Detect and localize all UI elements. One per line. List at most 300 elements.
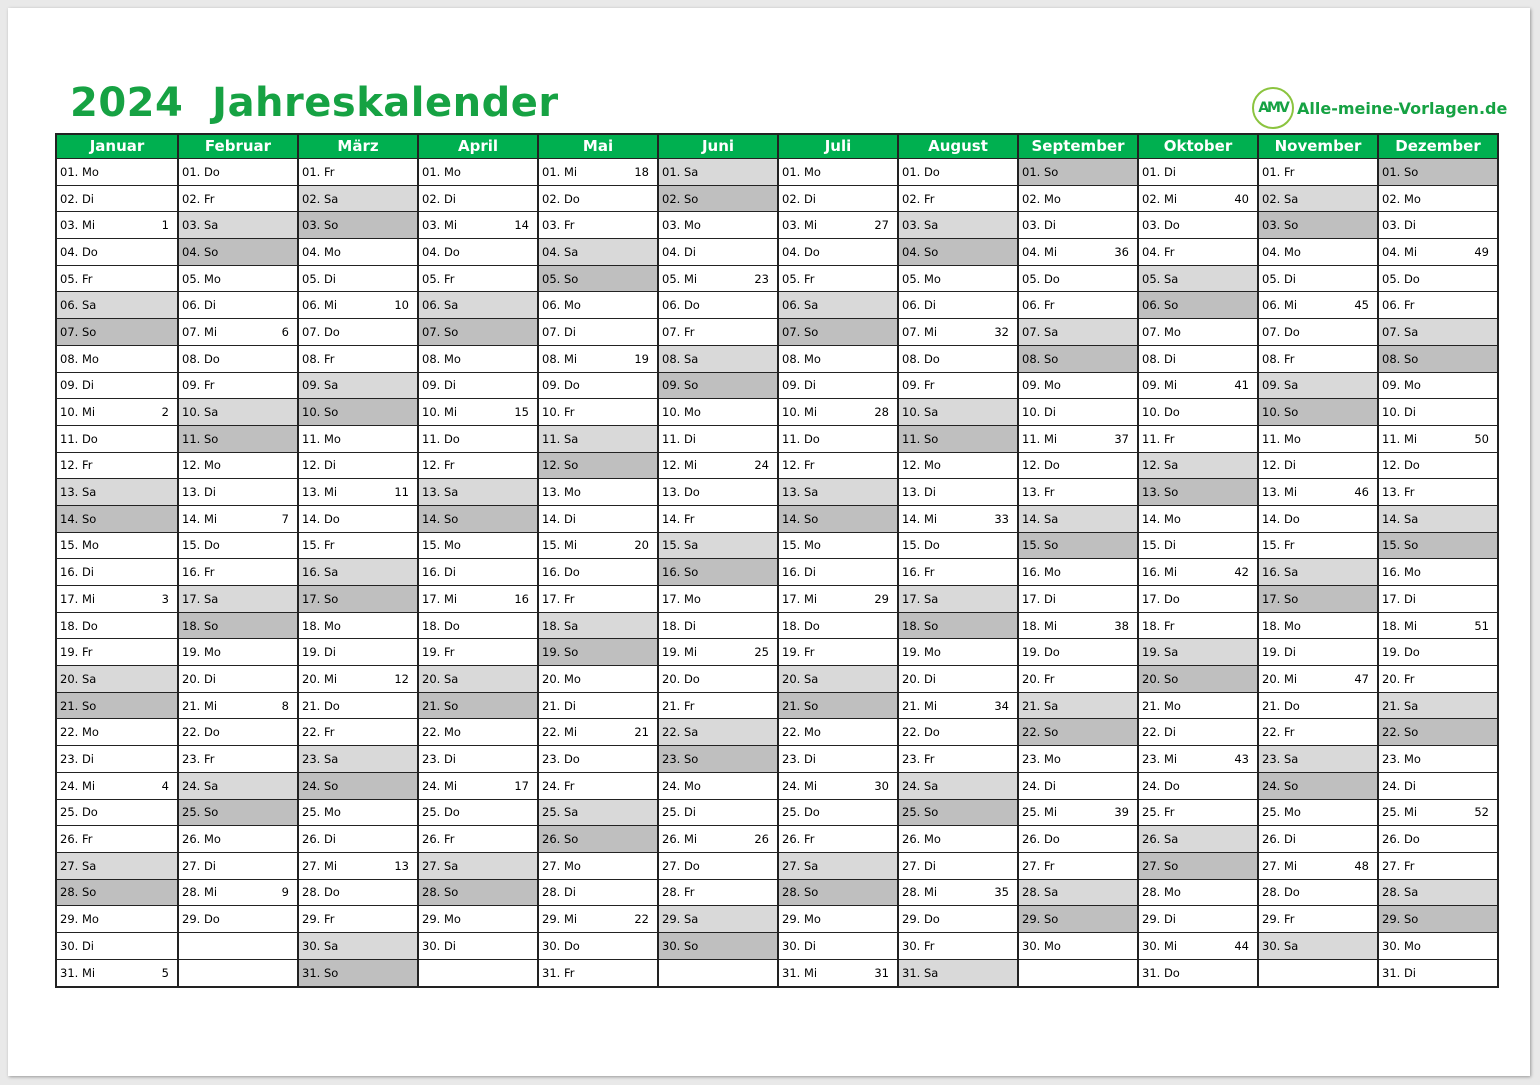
day-cell xyxy=(1379,559,1497,586)
day-label: 24. Mi xyxy=(60,778,96,793)
day-cell xyxy=(539,239,657,266)
week-number: 48 xyxy=(1354,858,1369,873)
day-cell xyxy=(899,719,1017,746)
day-cell xyxy=(1139,666,1257,693)
day-cell xyxy=(1259,960,1377,987)
day-label: 04. Do xyxy=(60,244,98,259)
month-header: November xyxy=(1259,135,1377,159)
day-cell xyxy=(419,559,537,586)
day-cell xyxy=(539,159,657,186)
day-cell xyxy=(179,266,297,293)
day-label: 21. So xyxy=(782,698,819,713)
day-cell xyxy=(419,346,537,373)
day-cell xyxy=(779,212,897,239)
day-label: 22. Do xyxy=(902,725,940,740)
day-label: 08. Mo xyxy=(422,351,461,366)
day-cell xyxy=(659,880,777,907)
day-label: 16. Mi xyxy=(1142,565,1178,580)
day-label: 10. Do xyxy=(1142,405,1180,420)
day-label: 19. Di xyxy=(302,645,336,660)
day-label: 22. So xyxy=(1022,725,1059,740)
day-label: 23. Di xyxy=(60,751,94,766)
day-label: 09. Mo xyxy=(1022,378,1061,393)
day-cell xyxy=(1259,399,1377,426)
day-cell xyxy=(419,212,537,239)
day-cell xyxy=(299,773,417,800)
day-cell xyxy=(899,586,1017,613)
day-label: 24. Do xyxy=(1142,778,1180,793)
day-label: 09. Sa xyxy=(302,378,339,393)
day-cell xyxy=(899,746,1017,773)
day-cell xyxy=(419,613,537,640)
day-label: 21. Do xyxy=(1262,698,1300,713)
week-number: 39 xyxy=(1114,805,1129,820)
week-number: 36 xyxy=(1114,244,1129,259)
day-label: 27. Di xyxy=(182,858,216,873)
day-label: 09. So xyxy=(662,378,699,393)
day-label: 29. Mo xyxy=(60,912,99,927)
day-label: 29. Mo xyxy=(782,912,821,927)
day-label: 21. Sa xyxy=(1022,698,1059,713)
day-label: 19. Sa xyxy=(1142,645,1179,660)
week-number: 1 xyxy=(161,218,169,233)
day-label: 26. Mi xyxy=(662,832,698,847)
day-cell xyxy=(1259,906,1377,933)
day-label: 03. Mi xyxy=(60,218,96,233)
day-label: 14. Mo xyxy=(1142,511,1181,526)
month-column xyxy=(1137,135,1257,986)
day-cell xyxy=(899,426,1017,453)
week-number: 11 xyxy=(394,485,409,500)
day-cell xyxy=(779,479,897,506)
day-label: 28. Fr xyxy=(662,885,695,900)
day-cell xyxy=(1259,773,1377,800)
week-number: 45 xyxy=(1354,298,1369,313)
day-label: 23. Mo xyxy=(1022,751,1061,766)
day-cell xyxy=(179,239,297,266)
day-cell xyxy=(779,506,897,533)
day-label: 01. So xyxy=(1382,164,1419,179)
month-header: Juli xyxy=(779,135,897,159)
day-cell xyxy=(1379,613,1497,640)
day-label: 10. So xyxy=(302,405,339,420)
day-label: 12. Di xyxy=(302,458,336,473)
day-label: 16. Fr xyxy=(182,565,215,580)
day-cell xyxy=(57,506,177,533)
day-label: 04. Sa xyxy=(542,244,579,259)
day-cell xyxy=(539,533,657,560)
day-cell xyxy=(1259,239,1377,266)
day-cell xyxy=(57,773,177,800)
day-label: 11. Fr xyxy=(1142,431,1175,446)
day-label: 03. Fr xyxy=(542,218,575,233)
day-label: 27. Do xyxy=(662,858,700,873)
day-label: 17. So xyxy=(302,591,339,606)
day-label: 23. Fr xyxy=(182,751,215,766)
day-label: 02. Fr xyxy=(182,191,215,206)
day-label: 19. So xyxy=(542,645,579,660)
day-cell xyxy=(899,373,1017,400)
day-cell xyxy=(659,159,777,186)
day-label: 01. So xyxy=(1022,164,1059,179)
day-label: 14. Do xyxy=(302,511,340,526)
day-cell xyxy=(539,479,657,506)
day-cell xyxy=(1259,426,1377,453)
day-label: 09. Di xyxy=(422,378,456,393)
day-label: 15. Fr xyxy=(1262,538,1295,553)
day-label: 09. Mi xyxy=(1142,378,1178,393)
week-number: 49 xyxy=(1474,244,1489,259)
day-cell xyxy=(1379,506,1497,533)
day-label: 24. So xyxy=(302,778,339,793)
day-label: 25. Mo xyxy=(302,805,341,820)
day-cell xyxy=(299,746,417,773)
day-label: 20. Do xyxy=(662,671,700,686)
day-label: 28. Mo xyxy=(1142,885,1181,900)
day-label: 05. Di xyxy=(302,271,336,286)
day-cell xyxy=(1019,373,1137,400)
day-cell xyxy=(1379,933,1497,960)
day-cell xyxy=(419,719,537,746)
month-column xyxy=(777,135,897,986)
day-cell xyxy=(899,346,1017,373)
day-label: 06. Fr xyxy=(1382,298,1415,313)
day-label: 19. Mo xyxy=(182,645,221,660)
day-label: 12. Do xyxy=(1382,458,1420,473)
brand-logo[interactable] xyxy=(1252,86,1507,130)
day-cell xyxy=(539,586,657,613)
day-label: 07. So xyxy=(422,324,459,339)
day-cell xyxy=(1139,559,1257,586)
day-cell xyxy=(57,399,177,426)
day-label: 07. Do xyxy=(302,324,340,339)
day-cell xyxy=(179,479,297,506)
day-cell xyxy=(299,239,417,266)
day-label: 08. Fr xyxy=(302,351,335,366)
day-label: 20. Sa xyxy=(782,671,819,686)
day-label: 01. Fr xyxy=(302,164,335,179)
day-cell xyxy=(1019,346,1137,373)
day-cell xyxy=(899,479,1017,506)
day-cell xyxy=(57,559,177,586)
week-number: 51 xyxy=(1474,618,1489,633)
day-cell xyxy=(899,693,1017,720)
day-label: 28. So xyxy=(60,885,97,900)
day-cell xyxy=(179,826,297,853)
day-cell xyxy=(179,559,297,586)
day-label: 30. Do xyxy=(542,938,580,953)
day-label: 15. Fr xyxy=(302,538,335,553)
day-label: 28. Di xyxy=(542,885,576,900)
week-number: 28 xyxy=(874,405,889,420)
day-cell xyxy=(899,639,1017,666)
day-label: 04. Do xyxy=(422,244,460,259)
day-cell xyxy=(299,826,417,853)
day-label: 26. Di xyxy=(302,832,336,847)
day-label: 10. Di xyxy=(1382,405,1416,420)
day-label: 07. So xyxy=(782,324,819,339)
day-cell xyxy=(299,800,417,827)
day-cell xyxy=(779,960,897,987)
day-label: 03. Di xyxy=(1022,218,1056,233)
day-label: 16. Di xyxy=(422,565,456,580)
day-label: 21. Mi xyxy=(182,698,218,713)
day-cell xyxy=(57,319,177,346)
month-column xyxy=(177,135,297,986)
day-label: 13. Do xyxy=(662,485,700,500)
day-label: 23. Fr xyxy=(902,751,935,766)
day-cell xyxy=(539,613,657,640)
week-number: 41 xyxy=(1234,378,1249,393)
day-label: 20. Mo xyxy=(542,671,581,686)
month-header: Juni xyxy=(659,135,777,159)
day-cell xyxy=(299,292,417,319)
day-cell xyxy=(1259,559,1377,586)
day-cell xyxy=(539,453,657,480)
day-cell xyxy=(899,212,1017,239)
day-label: 01. Mo xyxy=(60,164,99,179)
day-label: 03. Mi xyxy=(422,218,458,233)
day-cell xyxy=(1139,746,1257,773)
logo-text: Alle-meine-Vorlagen.de xyxy=(1297,98,1508,118)
day-label: 31. Di xyxy=(1382,965,1416,980)
day-label: 17. Mo xyxy=(662,591,701,606)
week-number: 10 xyxy=(394,298,409,313)
day-label: 16. Di xyxy=(60,565,94,580)
day-cell xyxy=(539,399,657,426)
day-cell xyxy=(1019,559,1137,586)
day-label: 24. Fr xyxy=(542,778,575,793)
day-cell xyxy=(1139,693,1257,720)
page-title: 2024 Jahreskalender xyxy=(70,80,559,126)
week-number: 19 xyxy=(634,351,649,366)
day-cell xyxy=(659,292,777,319)
day-cell xyxy=(1019,639,1137,666)
day-label: 19. Fr xyxy=(422,645,455,660)
day-label: 12. Di xyxy=(1262,458,1296,473)
day-cell xyxy=(299,453,417,480)
day-cell xyxy=(57,693,177,720)
day-label: 11. Do xyxy=(60,431,98,446)
day-cell xyxy=(1019,800,1137,827)
day-cell xyxy=(1259,453,1377,480)
day-label: 01. Fr xyxy=(1262,164,1295,179)
day-cell xyxy=(419,906,537,933)
day-label: 24. Mi xyxy=(782,778,818,793)
day-cell xyxy=(1019,533,1137,560)
day-label: 06. Mi xyxy=(1262,298,1298,313)
day-label: 20. Fr xyxy=(1382,671,1415,686)
day-cell xyxy=(1139,399,1257,426)
day-cell xyxy=(1139,933,1257,960)
day-cell xyxy=(179,453,297,480)
day-label: 18. Di xyxy=(662,618,696,633)
day-cell xyxy=(1139,186,1257,213)
day-label: 06. Di xyxy=(902,298,936,313)
day-label: 08. Do xyxy=(182,351,220,366)
day-cell xyxy=(539,933,657,960)
day-label: 08. Do xyxy=(902,351,940,366)
day-label: 02. Mo xyxy=(1382,191,1421,206)
day-label: 24. Sa xyxy=(902,778,939,793)
day-label: 09. Di xyxy=(782,378,816,393)
day-cell xyxy=(57,960,177,987)
day-label: 02. Mi xyxy=(1142,191,1178,206)
day-label: 09. Fr xyxy=(182,378,215,393)
day-cell xyxy=(299,479,417,506)
day-label: 07. Mo xyxy=(1142,324,1181,339)
week-number: 12 xyxy=(394,671,409,686)
day-cell xyxy=(1019,960,1137,987)
day-label: 03. Sa xyxy=(902,218,939,233)
day-label: 30. Di xyxy=(60,938,94,953)
day-cell xyxy=(779,292,897,319)
day-label: 05. Do xyxy=(1382,271,1420,286)
day-cell xyxy=(1139,826,1257,853)
day-cell xyxy=(1379,399,1497,426)
day-label: 18. Do xyxy=(60,618,98,633)
day-cell xyxy=(1379,773,1497,800)
calendar-page xyxy=(8,8,1530,1076)
day-label: 23. Sa xyxy=(1262,751,1299,766)
day-label: 14. Mi xyxy=(902,511,938,526)
day-label: 11. Mo xyxy=(1262,431,1301,446)
day-label: 26. Do xyxy=(1382,832,1420,847)
day-label: 27. Sa xyxy=(782,858,819,873)
day-cell xyxy=(1019,239,1137,266)
day-cell xyxy=(1259,586,1377,613)
day-cell xyxy=(1139,773,1257,800)
day-label: 05. Do xyxy=(1022,271,1060,286)
day-label: 04. Mi xyxy=(1382,244,1418,259)
day-label: 21. So xyxy=(60,698,97,713)
month-column xyxy=(537,135,657,986)
day-cell xyxy=(1139,266,1257,293)
day-label: 22. Mo xyxy=(782,725,821,740)
day-label: 23. Do xyxy=(542,751,580,766)
day-label: 22. So xyxy=(1382,725,1419,740)
day-cell xyxy=(779,719,897,746)
day-label: 05. Mo xyxy=(902,271,941,286)
week-number: 4 xyxy=(161,778,169,793)
day-cell xyxy=(1019,880,1137,907)
day-cell xyxy=(299,666,417,693)
day-cell xyxy=(179,319,297,346)
day-label: 06. Sa xyxy=(60,298,97,313)
day-cell xyxy=(419,292,537,319)
month-header: Januar xyxy=(57,135,177,159)
day-label: 13. Fr xyxy=(1382,485,1415,500)
day-label: 08. Sa xyxy=(662,351,699,366)
day-cell xyxy=(779,880,897,907)
day-cell xyxy=(299,880,417,907)
day-label: 24. Sa xyxy=(182,778,219,793)
day-label: 12. Sa xyxy=(1142,458,1179,473)
day-label: 05. Mi xyxy=(662,271,698,286)
day-label: 24. Mi xyxy=(422,778,458,793)
day-cell xyxy=(419,373,537,400)
day-cell xyxy=(779,319,897,346)
day-label: 22. Do xyxy=(182,725,220,740)
day-cell xyxy=(419,399,537,426)
day-cell xyxy=(779,186,897,213)
day-label: 02. Fr xyxy=(902,191,935,206)
day-label: 09. Di xyxy=(60,378,94,393)
day-label: 19. Mo xyxy=(902,645,941,660)
day-cell xyxy=(1019,586,1137,613)
day-cell xyxy=(659,639,777,666)
day-label: 27. Fr xyxy=(1382,858,1415,873)
day-cell xyxy=(57,906,177,933)
day-cell xyxy=(57,346,177,373)
day-cell xyxy=(1259,826,1377,853)
day-label: 17. Mi xyxy=(60,591,96,606)
day-cell xyxy=(779,453,897,480)
week-number: 5 xyxy=(161,965,169,980)
day-label: 13. Sa xyxy=(782,485,819,500)
day-cell xyxy=(1379,853,1497,880)
day-cell xyxy=(779,853,897,880)
week-number: 24 xyxy=(754,458,769,473)
day-label: 26. Sa xyxy=(1142,832,1179,847)
day-label: 17. Di xyxy=(1022,591,1056,606)
day-label: 05. Di xyxy=(1262,271,1296,286)
day-label: 13. Di xyxy=(182,485,216,500)
day-label: 18. Mo xyxy=(302,618,341,633)
day-label: 15. Do xyxy=(902,538,940,553)
day-label: 10. Mo xyxy=(662,405,701,420)
day-label: 12. Fr xyxy=(422,458,455,473)
month-header: März xyxy=(299,135,417,159)
day-cell xyxy=(1379,719,1497,746)
day-label: 23. Sa xyxy=(302,751,339,766)
day-cell xyxy=(57,533,177,560)
day-cell xyxy=(419,586,537,613)
day-label: 08. Di xyxy=(1142,351,1176,366)
day-label: 20. Fr xyxy=(1022,671,1055,686)
day-cell xyxy=(779,373,897,400)
day-label: 18. Fr xyxy=(1142,618,1175,633)
day-cell xyxy=(539,666,657,693)
day-label: 20. So xyxy=(1142,671,1179,686)
day-cell xyxy=(1379,319,1497,346)
day-cell xyxy=(779,533,897,560)
day-label: 20. Sa xyxy=(60,671,97,686)
day-cell xyxy=(779,399,897,426)
day-label: 22. Mi xyxy=(542,725,578,740)
month-header: Dezember xyxy=(1379,135,1497,159)
day-cell xyxy=(179,426,297,453)
day-cell xyxy=(419,693,537,720)
day-cell xyxy=(539,906,657,933)
day-cell xyxy=(57,880,177,907)
day-label: 26. Fr xyxy=(782,832,815,847)
day-cell xyxy=(659,853,777,880)
day-label: 30. Sa xyxy=(1262,938,1299,953)
week-number: 25 xyxy=(754,645,769,660)
day-label: 07. Di xyxy=(542,324,576,339)
day-cell xyxy=(179,853,297,880)
day-cell xyxy=(1259,933,1377,960)
day-label: 09. Do xyxy=(542,378,580,393)
month-header: Februar xyxy=(179,135,297,159)
day-label: 28. Mi xyxy=(902,885,938,900)
day-label: 18. Mo xyxy=(1262,618,1301,633)
day-label: 14. Sa xyxy=(1022,511,1059,526)
day-label: 05. Fr xyxy=(782,271,815,286)
day-label: 22. Fr xyxy=(302,725,335,740)
day-label: 30. Sa xyxy=(302,938,339,953)
